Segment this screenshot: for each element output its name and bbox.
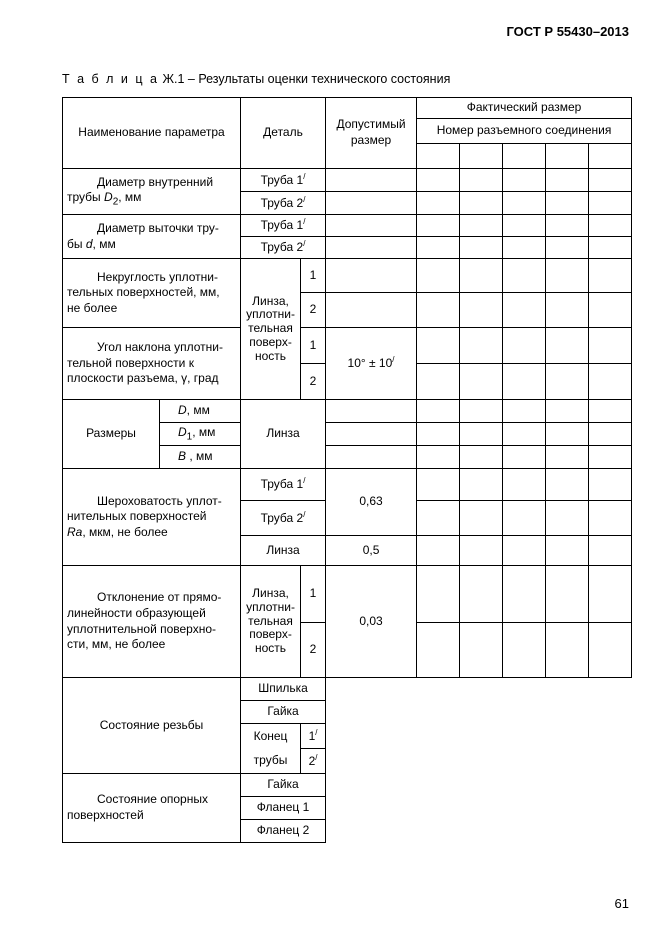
lens-seal-l1: Линза, [252,293,289,308]
value-cell [546,400,589,423]
value-cell [589,328,632,364]
value-cell [417,446,460,469]
allowed-cell [326,259,417,293]
detail-nut: Гайка [241,774,326,797]
lens-seal-l2: уплотни- [246,599,295,614]
roughness-symbol: Ra [67,524,83,539]
table-caption [62,72,450,86]
value-cell [546,169,589,192]
roughness-unit: , мкм, не более [82,524,168,539]
detail-lens-seal-surface [241,259,301,400]
allowed-cell [326,237,417,259]
value-cell [589,400,632,423]
index-1: 1 [301,259,326,293]
value-cell [417,423,460,446]
inner-diam-sub: 2 [112,196,119,208]
value-cell [589,293,632,328]
straightness-line-c: уплотнительной поверхно- [67,621,217,636]
bore-diam-unit: , мм [92,236,116,251]
value-cell [589,259,632,293]
value-cell [460,423,503,446]
value-cell [417,469,460,501]
value-cell [460,501,503,536]
index-2: 2 [301,623,326,678]
param-roughness [63,469,241,566]
value-cell [503,446,546,469]
value-cell [589,623,632,678]
value-cell [546,446,589,469]
value-cell [460,215,503,237]
inner-diam-line-a: Диаметр внутренний [97,174,214,189]
value-cell [546,215,589,237]
support-line-b: поверхностей [67,808,144,822]
allowed-straightness: 0,03 [326,566,417,678]
inner-diam-symbol: D [104,190,113,205]
allowed-cell [326,169,417,192]
value-cell [546,237,589,259]
lens-seal-l1: Линза, [252,586,289,600]
lens-seal-l4: поверх- [249,334,292,349]
value-cell [460,192,503,215]
index-1-mark: / [315,727,318,737]
allowed-cell [326,215,417,237]
detail-tube-2 [241,501,326,536]
index-2: 2 [301,364,326,400]
value-cell [546,328,589,364]
value-cell [503,293,546,328]
detail-tube-1 [241,169,326,192]
value-cell [460,536,503,566]
value-cell [417,328,460,364]
joint-col-4 [546,144,589,169]
size-d1-symbol: D [178,424,187,439]
index-2 [301,749,326,774]
value-cell [503,536,546,566]
detail-tube-2 [241,237,326,259]
value-cell [546,623,589,678]
ovality-line-a: Некруглость уплотни- [97,269,219,284]
detail-stud: Шпилька [241,678,326,701]
size-d1-sub: 1 [186,431,193,443]
size-b [160,446,241,469]
header-joint-number: Номер разъемного соединения [417,119,632,144]
bore-diam-line-a: Диаметр выточки тру- [97,220,219,235]
value-cell [460,400,503,423]
value-cell [589,169,632,192]
value-cell [417,169,460,192]
value-cell [417,501,460,536]
value-cell [417,364,460,400]
value-cell [589,536,632,566]
value-cell [460,364,503,400]
value-cell [589,566,632,623]
value-cell [503,237,546,259]
caption-label: Т а б л и ц а [62,72,159,86]
lens-seal-l5: ность [254,348,287,363]
value-cell [546,293,589,328]
value-cell [589,192,632,215]
allowed-cell [326,293,417,328]
value-cell [503,169,546,192]
roughness-line-b: нительных поверхностей [67,509,207,524]
value-cell [503,259,546,293]
angle-value-mark: / [392,355,395,365]
value-cell [460,237,503,259]
param-inner-diameter [63,169,241,215]
size-d [160,400,241,423]
value-cell [503,400,546,423]
detail-tube-1 [241,215,326,237]
value-cell [546,469,589,501]
straightness-line-d: сти, мм, не более [67,637,166,652]
value-cell [460,566,503,623]
size-b-unit: , мм [186,449,213,464]
angle-line-c: плоскости разъема, γ, град [67,371,219,386]
param-support-surfaces [63,774,241,843]
joint-col-5 [589,144,632,169]
value-cell [460,293,503,328]
value-cell [503,215,546,237]
header-param: Наименование параметра [63,98,241,169]
value-cell [417,536,460,566]
ovality-line-b: тельных поверхностей, мм, [67,285,220,300]
header-detail: Деталь [241,98,326,169]
value-cell [503,423,546,446]
detail-lens: Линза [241,400,326,469]
straightness-line-b: линейности образующей [67,605,206,620]
value-cell [417,215,460,237]
allowed-cell [326,423,417,446]
roughness-line-c [67,525,236,541]
lens-seal-l3: тельная [248,613,293,628]
bore-diam-symbol: d [85,236,93,251]
value-cell [460,328,503,364]
index-2-mark: / [315,752,318,762]
bore-diam-word: бы [67,236,83,251]
standard-code: ГОСТ Р 55430–2013 [506,24,629,39]
value-cell [503,623,546,678]
value-cell [460,469,503,501]
allowed-angle-value [326,328,417,400]
size-d1-unit: , мм [192,424,216,439]
detail-tube-1 [241,469,326,501]
support-line-a: Состояние опорных [97,792,208,807]
value-cell [546,192,589,215]
index-2: 2 [301,293,326,328]
detail-lens: Линза [241,536,326,566]
lens-seal-l2: уплотни- [246,307,295,322]
param-ovality [63,259,241,328]
detail-flange-2: Фланец 2 [241,820,326,843]
page-number: 61 [614,896,629,911]
tube-1-label: Труба 1 [260,218,304,233]
value-cell [503,364,546,400]
tube-2-label: Труба 2 [260,510,304,525]
size-b-symbol: B [178,449,187,464]
value-cell [417,237,460,259]
value-cell [589,215,632,237]
detail-flange-1: Фланец 1 [241,797,326,820]
detail-lens-seal-surface [241,566,301,678]
index-1: 1 [301,566,326,623]
value-cell [589,237,632,259]
tube-end-line-b: трубы [253,752,288,767]
value-cell [589,423,632,446]
value-cell [589,446,632,469]
inner-diam-unit: , мм [118,190,142,205]
allowed-roughness-lens: 0,5 [326,536,417,566]
allowed-cell [326,192,417,215]
value-cell [460,169,503,192]
value-cell [546,364,589,400]
value-cell [417,623,460,678]
value-cell [460,446,503,469]
param-angle [63,328,241,400]
lens-seal-l4: поверх- [249,627,292,642]
value-cell [460,259,503,293]
value-cell [589,469,632,501]
value-cell [546,259,589,293]
value-cell [546,536,589,566]
angle-line-b: тельной поверхности к [67,355,194,370]
value-cell [417,566,460,623]
joint-col-3 [503,144,546,169]
value-cell [503,469,546,501]
caption-number: Ж.1 [162,72,185,86]
value-cell [417,293,460,328]
caption-text: – Результаты оценки технического состояния [187,72,451,86]
header-allowed: Допустимый размер [326,98,417,169]
inner-diam-line-b [67,190,236,208]
param-straightness [63,566,241,678]
tube-1-mark: / [303,476,306,486]
tube-1-mark: / [303,217,306,227]
index-1: 1 [301,328,326,364]
value-cell [503,192,546,215]
value-cell [546,566,589,623]
size-d-unit: , мм [186,403,210,418]
tube-1-mark: / [303,171,306,181]
index-2-num: 2 [308,753,316,768]
detail-nut: Гайка [241,701,326,724]
tube-2-label: Труба 2 [260,195,304,210]
value-cell [503,328,546,364]
joint-col-1 [417,144,460,169]
param-sizes: Размеры [63,400,160,469]
joint-col-2 [460,144,503,169]
tube-1-label: Труба 1 [260,477,304,492]
tube-2-label: Труба 2 [260,240,304,255]
inner-diam-word: трубы [67,190,101,205]
value-cell [460,623,503,678]
size-d-symbol: D [178,403,187,418]
index-1 [301,724,326,749]
allowed-roughness-tube: 0,63 [326,469,417,536]
tube-2-mark: / [303,509,306,519]
value-cell [589,364,632,400]
value-cell [417,259,460,293]
value-cell [589,501,632,536]
tube-1-label: Труба 1 [260,172,304,187]
tube-2-mark: / [303,239,306,249]
index-1-num: 1 [308,728,316,743]
allowed-cell [326,446,417,469]
size-d1 [160,423,241,446]
detail-tube-end [241,724,301,774]
value-cell [546,423,589,446]
roughness-line-a: Шероховатость уплот- [97,493,222,508]
bore-diam-line-b [67,237,236,253]
value-cell [417,192,460,215]
ovality-line-c: не более [67,300,118,315]
angle-line-a: Угол наклона уплотни- [97,340,223,355]
lens-seal-l5: ность [254,641,287,656]
value-cell [546,501,589,536]
header-actual: Фактический размер [417,98,632,119]
lens-seal-l3: тельная [248,321,293,336]
value-cell [417,400,460,423]
param-bore-diameter [63,215,241,259]
value-cell [503,501,546,536]
tube-end-line-a: Конец [253,728,288,743]
results-table [62,97,632,843]
angle-value-text: 10° ± 10 [347,356,393,371]
detail-tube-2 [241,192,326,215]
allowed-cell [326,400,417,423]
straightness-line-a: Отклонение от прямо- [97,590,222,605]
param-thread-condition: Состояние резьбы [63,678,241,774]
value-cell [503,566,546,623]
tube-2-mark: / [303,194,306,204]
